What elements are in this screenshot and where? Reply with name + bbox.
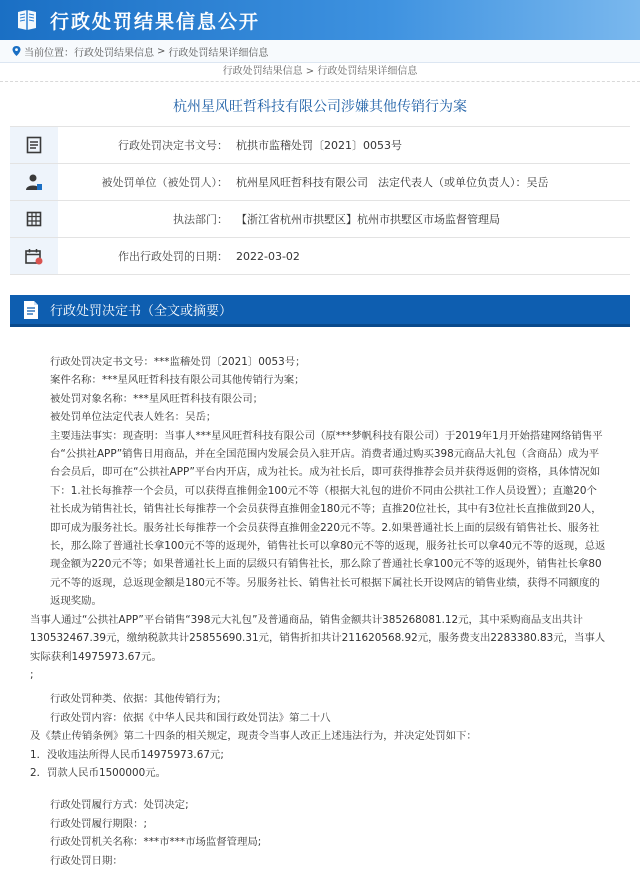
doc-line-content-1: 行政处罚内容：依据《中华人民共和国行政处罚法》第二十八 (50, 711, 331, 724)
dept-value: 【浙江省杭州市拱墅区】杭州市拱墅区市场监督管理局 (236, 213, 500, 226)
party-label: 被处罚单位（被处罚人）： (101, 176, 228, 189)
decision-document-body (0, 327, 640, 870)
doc-line-organ: 行政处罚机关名称：***市***市场监督管理局; (50, 836, 262, 849)
section-header (10, 295, 630, 327)
page-title: 行政处罚结果信息公开 (50, 10, 261, 33)
date-value: 2022-03-02 (236, 249, 300, 263)
decision-no-value: 杭拱市监稽处罚〔2021〕0053号 (236, 139, 402, 152)
doc-line-method: 行政处罚履行方式：处罚决定; (50, 799, 189, 812)
decision-no-label: 行政处罚决定书文号： (118, 139, 228, 152)
doc-line-amounts: 当事人通过“公拱社APP”平台销售“398元大礼包”及普通商品，销售金额共计385268081.12元，其中采购商品支出共计130532467.39元，缴纳税款共计25855690.31元，销售折扣共计211620568.92元，服务费支出2283380.83元，当事人实际获利14975973.67元。 (30, 613, 606, 663)
doc-line-semicolon: ; (30, 668, 34, 681)
book-icon (14, 7, 40, 33)
doc-line-item-2: 2．罚款人民币1500000元。 (30, 766, 167, 779)
doc-line-facts: 主要违法事实：现查明：当事人***星风旺哲科技有限公司（原***梦帆科技有限公司）于2019年1月开始搭建网络销售平台“公拱社APP”销售日用商品，并在全国范围内发展会员入驻开店。消费者通过购买398元商品大礼包（含商品）成为平台会员后，即可在“公拱社APP”平台内开店，成为社长。成为社长后，即可获得推荐会员并获得返佣的资格，具体情况如下：1.社长每推荐一个会员，可以获得直推佣金100元不等（根据大礼包的进价不同由公拱社工作人员设置）；直邀20个社长成为销售社长，销售社长每推荐一个会员获得直推佣金180元不等；直推20位社长，其中有3位社长直推做到20人，即可成为服务社长。服务社长每推荐一个会员获得直推佣金220元不等。2.如果普通社长上面的层级有销售社长、服务社长，那么除了普通社长拿100元不等的返现外，销售社长可以拿80元不等的返现，服务社长可以拿40元不等的返现，总返现金额为220元不等；如果普通社长上面的层级只有销售社长，那么除了普通社长拿100元不等的返现外，销售社长拿80元不等的返现，总返现金额是180元不等。另服务社长、销售社长可根据下属社长开设网店的销售业绩，获得不同额度的返现奖励。 (50, 429, 606, 608)
doc-line-kind: 行政处罚种类、依据：其他传销行为； (50, 693, 227, 706)
doc-line-content-2: 及《禁止传销条例》第二十四条的相关规定，现责令当事人改正上述违法行为，并决定处罚如下： (30, 730, 477, 743)
party-value-group (228, 174, 549, 190)
doc-line-date: 行政处罚日期： (50, 854, 123, 867)
location-pin-icon (12, 46, 21, 56)
doc-line-legal-rep: 被处罚单位法定代表人姓名：吴岳； (50, 411, 217, 424)
info-row-party (10, 164, 630, 201)
legal-rep-label: 法定代表人（或单位负责人）： (378, 176, 527, 189)
sub-breadcrumb: 行政处罚结果信息 > 行政处罚结果详细信息 (0, 63, 640, 82)
breadcrumb (0, 40, 640, 63)
person-icon (10, 164, 58, 200)
info-table (10, 126, 630, 275)
breadcrumb-item-results[interactable]: 行政处罚结果信息 (74, 47, 154, 59)
doc-line-deadline: 行政处罚履行期限：; (50, 817, 148, 830)
breadcrumb-separator: > (157, 45, 166, 57)
info-row-dept (10, 201, 630, 238)
legal-rep-value: 吴岳 (526, 176, 549, 189)
document-section-icon (20, 299, 42, 321)
breadcrumb-item-detail[interactable]: 行政处罚结果详细信息 (168, 47, 269, 59)
calendar-icon (10, 238, 58, 274)
building-icon (10, 201, 58, 237)
info-row-date (10, 238, 630, 275)
doc-line-item-1: 1．没收违法所得人民币14975973.67元; (30, 748, 224, 761)
header-banner (0, 0, 640, 40)
doc-line-case-name: 案件名称：***星风旺哲科技有限公司其他传销行为案； (50, 374, 305, 387)
info-row-decision-no (10, 127, 630, 164)
dept-label: 执法部门： (173, 213, 228, 226)
date-label: 作出行政处罚的日期： (118, 250, 228, 263)
breadcrumb-location-label: 当前位置： (24, 47, 74, 59)
doc-line-number: 行政处罚决定书文号：***监稽处罚〔2021〕0053号； (50, 356, 306, 368)
case-title: 杭州星风旺哲科技有限公司涉嫌其他传销行为案 (173, 99, 467, 115)
document-icon (10, 127, 58, 163)
doc-line-party: 被处罚对象名称：***星风旺哲科技有限公司； (50, 392, 264, 405)
party-value: 杭州星风旺哲科技有限公司 (236, 176, 368, 189)
section-title: 行政处罚决定书（全文或摘要） (50, 304, 233, 319)
